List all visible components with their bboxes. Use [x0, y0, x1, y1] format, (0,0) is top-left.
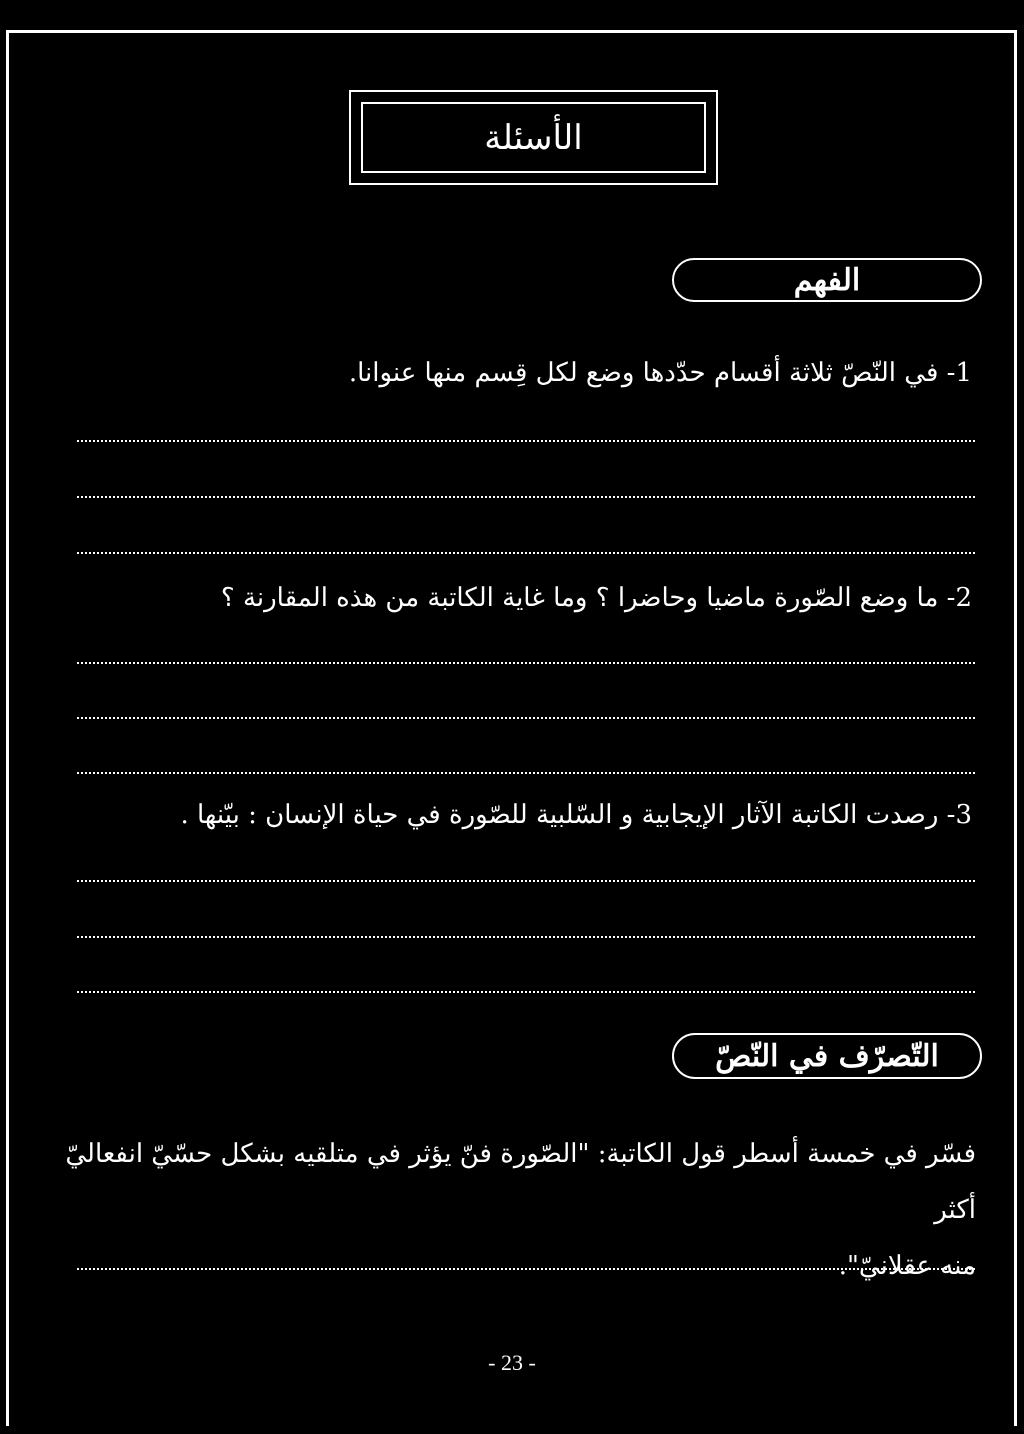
answer-line [77, 936, 975, 938]
title-box-inner [361, 102, 706, 173]
answer-line [77, 991, 975, 993]
section-heading-comprehension-label: الفهم [793, 262, 861, 298]
question-2-number: 2- [946, 583, 972, 613]
question-2-text: ما وضع الصّورة ماضيا وحاضرا ؟ وما غاية الكاتبة من هذه المقارنة ؟ [220, 583, 939, 613]
section-heading-comprehension [672, 258, 982, 302]
title-box [349, 90, 718, 185]
answer-line [77, 662, 975, 664]
page-frame-right-border [1014, 30, 1017, 1426]
page-number: - 23 - [488, 1350, 536, 1375]
page-title: الأسئلة [484, 117, 583, 158]
section-heading-text-handling [672, 1033, 982, 1079]
task-line-1: فسّر في خمسة أسطر قول الكاتبة: "الصّورة فنّ يؤثر في متلقيه بشكل حسّيّ انفعاليّ أكثر [65, 1139, 976, 1225]
answer-line [77, 440, 975, 442]
question-2 [221, 583, 972, 613]
question-3-text: رصدت الكاتبة الآثار الإيجابية و السّلبية للصّورة في حياة الإنسان : بيّنها . [180, 800, 939, 830]
section-heading-text-handling-label: التّصرّف في النّصّ [715, 1038, 939, 1074]
answer-line [77, 496, 975, 498]
question-1 [349, 358, 972, 388]
question-3 [180, 800, 972, 830]
question-1-text: في النّصّ ثلاثة أقسام حدّدها وضع لكل قِسم منها عنوانا. [348, 358, 939, 388]
answer-line [77, 1268, 975, 1270]
question-3-number: 3- [946, 800, 972, 830]
answer-line [77, 880, 975, 882]
answer-line [77, 772, 975, 774]
task-line-2: منه عقلانيّ". [838, 1251, 976, 1281]
answer-line [77, 717, 975, 719]
answer-line [77, 552, 975, 554]
question-1-number: 1- [946, 358, 972, 388]
